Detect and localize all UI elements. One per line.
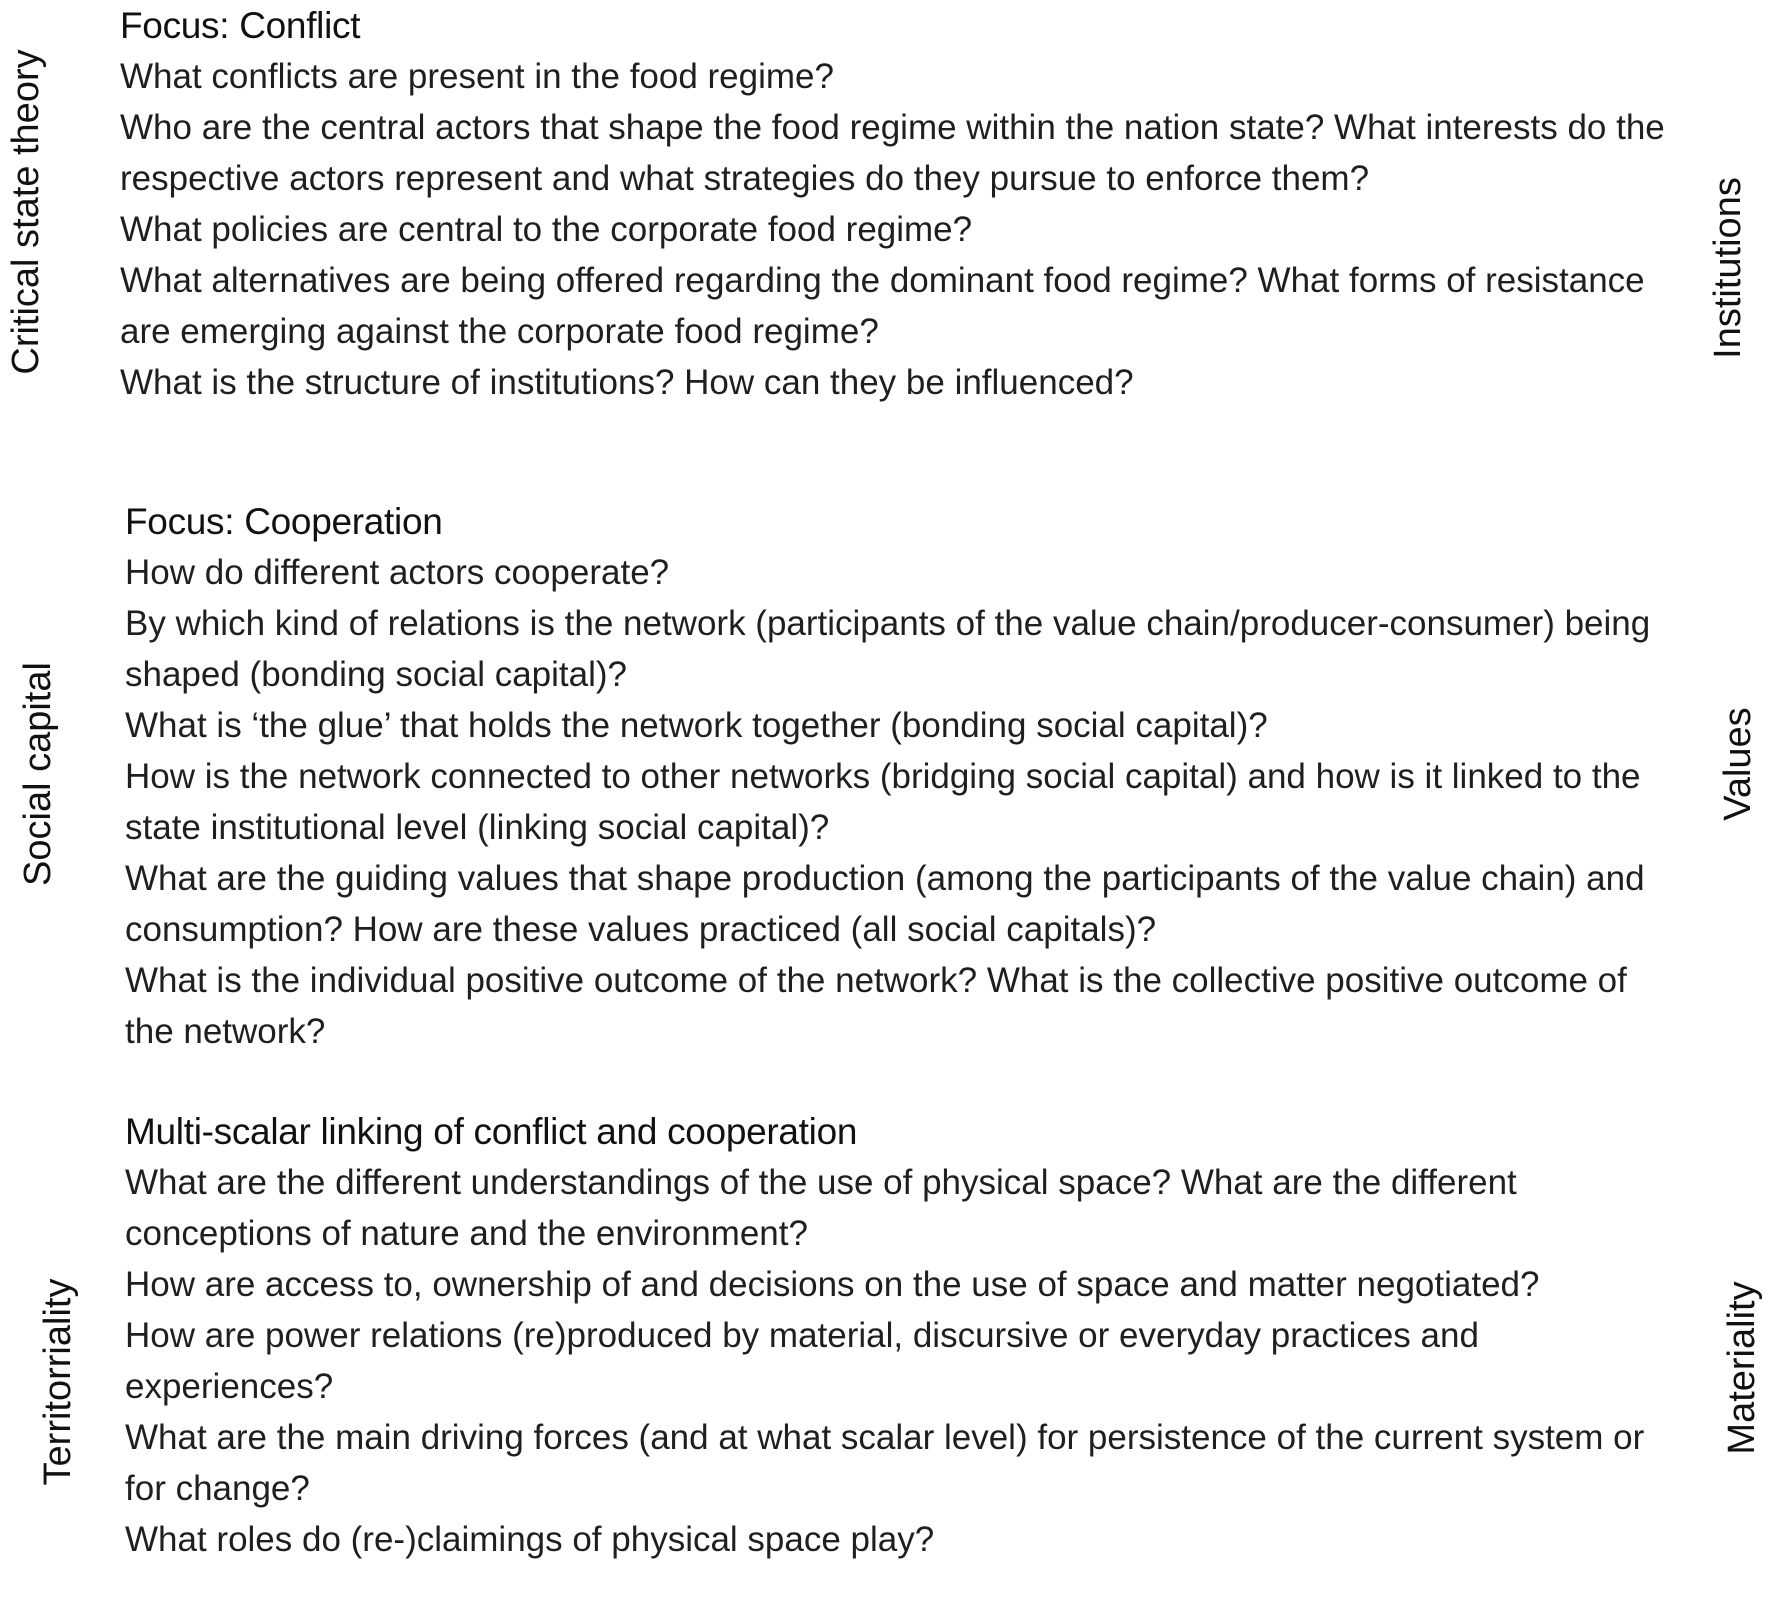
section-heading: Focus: Cooperation — [125, 501, 443, 542]
question-item: What is the individual positive outcome of the network? What is the collective positive outcome of the network? — [125, 961, 1627, 1051]
section-heading: Focus: Conflict — [120, 5, 361, 46]
left-label: Territorriality — [37, 1278, 79, 1486]
section-content — [120, 0, 1680, 408]
question-item: What is the structure of institutions? How can they be influenced? — [120, 363, 1134, 402]
question-item: What is ‘the glue’ that holds the network together (bonding social capital)? — [125, 706, 1268, 745]
section-territoriality — [0, 1106, 1772, 1622]
question-item: What policies are central to the corporate food regime? — [120, 210, 973, 249]
question-item: How do different actors cooperate? — [125, 553, 670, 592]
question-item: Who are the central actors that shape the food regime within the nation state? What interests do the respective actors represent and what strategies do they pursue to enforce them? — [120, 108, 1665, 198]
question-item: By which kind of relations is the network (participants of the value chain/producer-consumer) being shaped (bonding social capital)? — [125, 604, 1651, 694]
section-content — [125, 1106, 1655, 1565]
section-heading: Multi-scalar linking of conflict and cooperation — [125, 1111, 858, 1152]
right-label: Materiality — [1721, 1281, 1763, 1455]
section-critical-state-theory — [0, 0, 1772, 470]
question-item: What roles do (re-)claimings of physical space play? — [125, 1520, 935, 1559]
question-item: How is the network connected to other networks (bridging social capital) and how is it linked to the state institutional level (linking social capital)? — [125, 757, 1641, 847]
section-content — [125, 496, 1655, 1057]
right-label: Institutions — [1707, 177, 1749, 359]
left-label: Social capital — [17, 662, 59, 886]
question-item: What are the main driving forces (and at what scalar level) for persistence of the current system or for change? — [125, 1418, 1645, 1508]
question-item: What are the different understandings of the use of physical space? What are the different conceptions of nature and the environment? — [125, 1163, 1517, 1253]
question-item: What alternatives are being offered regarding the dominant food regime? What forms of resistance are emerging against the corporate food regime? — [120, 261, 1645, 351]
left-label: Critical state theory — [5, 49, 47, 375]
question-item: What conflicts are present in the food regime? — [120, 57, 834, 96]
question-item: How are access to, ownership of and decisions on the use of space and matter negotiated? — [125, 1265, 1540, 1304]
right-label: Values — [1717, 707, 1759, 821]
question-item: How are power relations (re)produced by material, discursive or everyday practices and experiences? — [125, 1316, 1479, 1406]
section-social-capital — [0, 496, 1772, 1056]
question-item: What are the guiding values that shape production (among the participants of the value chain) and consumption? How are these values practiced (all social capitals)? — [125, 859, 1645, 949]
